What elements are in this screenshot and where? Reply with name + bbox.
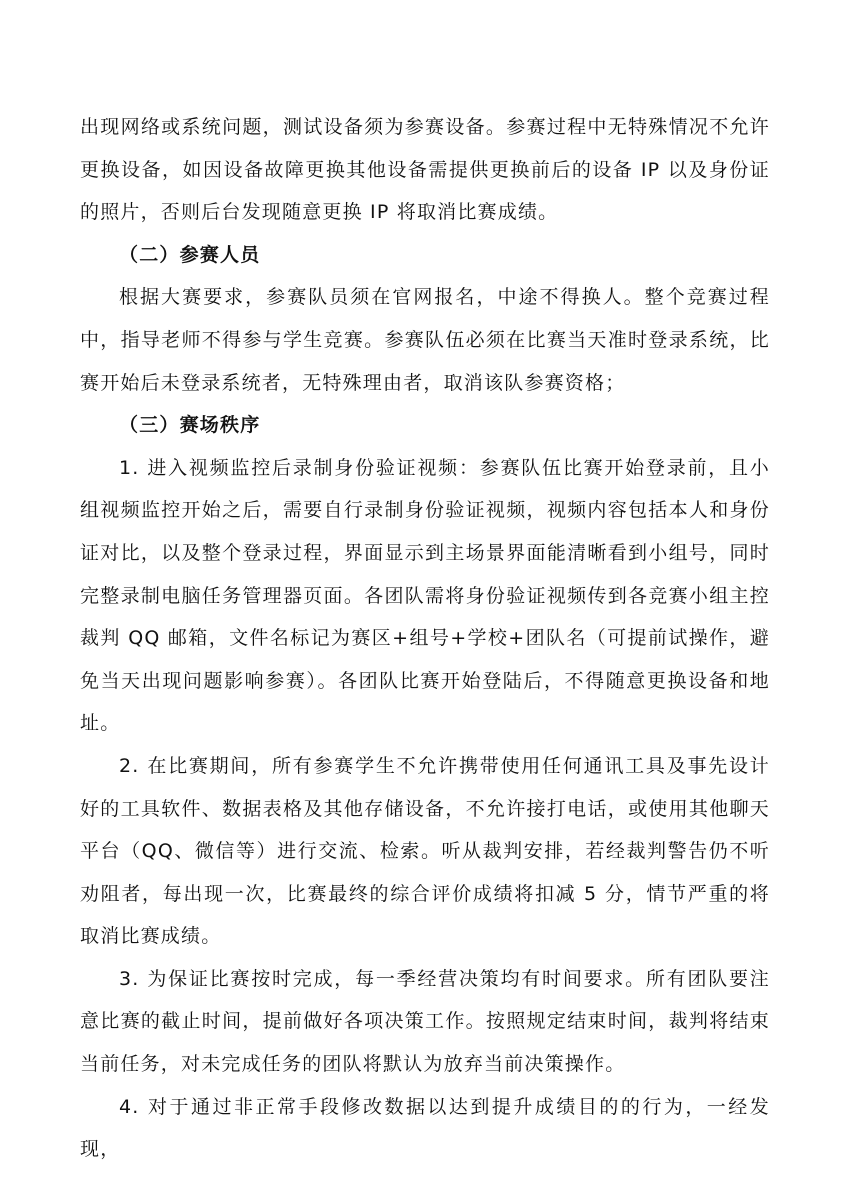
section-heading-venue-order: （三）赛场秩序	[119, 414, 261, 437]
paragraph-device-rules: 出现网络或系统问题，测试设备须为参赛设备。参赛过程中无特殊情况不允许更换设备，如因设备故障更换其他设备需提供更换前后的设备 IP 以及身份证的照片，否则后台发现随意更换 IP 将取消比赛成绩。	[80, 116, 770, 224]
paragraph-rule-1-identity-video: 1. 进入视频监控后录制身份验证视频：参赛队伍比赛开始登录前，且小组视频监控开始之后，需要自行录制身份验证视频，视频内容包括本人和身份证对比，以及整个登录过程，界面显示到主场景界面能清晰看到小组号，同时完整录制电脑任务管理器页面。各团队需将身份验证视频传到各竞赛小组主控裁判 QQ 邮箱，文件名标记为赛区+组号+学校+团队名（可提前试操作，避免当天出现问题影响参赛）。各团队比赛开始登陆后，不得随意更换设备和地址。	[80, 456, 770, 735]
paragraph-rule-3-time-limit: 3. 为保证比赛按时完成，每一季经营决策均有时间要求。所有团队要注意比赛的截止时间，提前做好各项决策工作。按照规定结束时间，裁判将结束当前任务，对未完成任务的团队将默认为放弃当前决策操作。	[80, 967, 770, 1076]
section-heading-participants: （二）参赛人员	[119, 243, 261, 266]
document-body	[80, 106, 770, 1171]
paragraph-rule-2-communication: 2. 在比赛期间，所有参赛学生不允许携带使用任何通讯工具及事先设计好的工具软件、数据表格及其他存储设备，不允许接打电话，或使用其他聊天平台（QQ、微信等）进行交流、检索。听从裁判安排，若经裁判警告仍不听劝阻者，每出现一次，比赛最终的综合评价成绩将扣减 5 分，情节严重的将取消比赛成绩。	[80, 754, 770, 948]
paragraph-rule-4-data-tampering: 4. 对于通过非正常手段修改数据以达到提升成绩目的的行为，一经发现，	[80, 1095, 770, 1161]
paragraph-participants: 根据大赛要求，参赛队员须在官网报名，中途不得换人。整个竞赛过程中，指导老师不得参与学生竞赛。参赛队伍必须在比赛当天准时登录系统，比赛开始后未登录系统者，无特殊理由者，取消该队参赛资格；	[80, 286, 770, 394]
